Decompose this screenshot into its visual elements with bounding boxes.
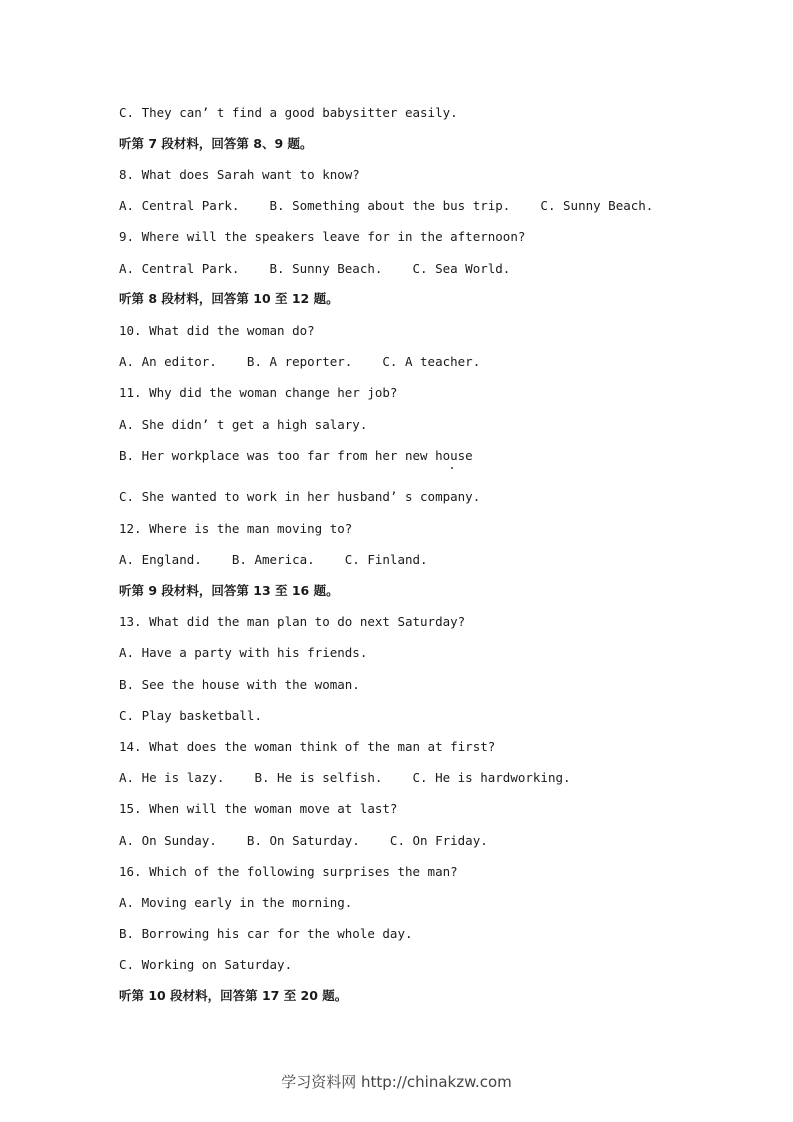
section-heading: 听第 10 段材料，回答第 17 至 20 题。 [119,988,348,1003]
option-line: C. Play basketball. [119,708,262,723]
question-line: 16. Which of the following surprises the man? [119,864,458,879]
question-line: 11. Why did the woman change her job? [119,385,398,400]
stray-dot [451,467,453,469]
section-heading: 听第 9 段材料，回答第 13 至 16 题。 [119,583,339,598]
option-line: A. Central Park. B. Something about the bus trip. C. Sunny Beach. [119,198,654,213]
footer-watermark: 学习资料网 http://chinakzw.com [281,1073,512,1091]
section-heading: 听第 8 段材料，回答第 10 至 12 题。 [119,291,339,306]
question-line: 15. When will the woman move at last? [119,801,398,816]
option-line: A. On Sunday. B. On Saturday. C. On Friday. [119,833,488,848]
question-line: 14. What does the woman think of the man at first? [119,739,496,754]
question-line: 12. Where is the man moving to? [119,521,353,536]
question-line: 13. What did the man plan to do next Saturday? [119,614,466,629]
question-line: 9. Where will the speakers leave for in the afternoon? [119,229,526,244]
option-line: B. Borrowing his car for the whole day. [119,926,413,941]
option-line: A. Have a party with his friends. [119,645,368,660]
question-line: 8. What does Sarah want to know? [119,167,360,182]
option-line: A. England. B. America. C. Finland. [119,552,428,567]
option-line: C. Working on Saturday. [119,957,293,972]
option-line: A. Central Park. B. Sunny Beach. C. Sea World. [119,261,511,276]
question-line: 10. What did the woman do? [119,323,315,338]
section-heading: 听第 7 段材料，回答第 8、9 题。 [119,136,313,151]
option-line: C. They can’ t find a good babysitter easily. [119,105,458,120]
option-line: B. Her workplace was too far from her new house [119,448,473,463]
option-line: A. He is lazy. B. He is selfish. C. He is hardworking. [119,770,571,785]
option-line: A. She didn’ t get a high salary. [119,417,368,432]
option-line: A. An editor. B. A reporter. C. A teacher. [119,354,481,369]
option-line: C. She wanted to work in her husband’ s company. [119,489,481,504]
option-line: A. Moving early in the morning. [119,895,353,910]
option-line: B. See the house with the woman. [119,677,360,692]
